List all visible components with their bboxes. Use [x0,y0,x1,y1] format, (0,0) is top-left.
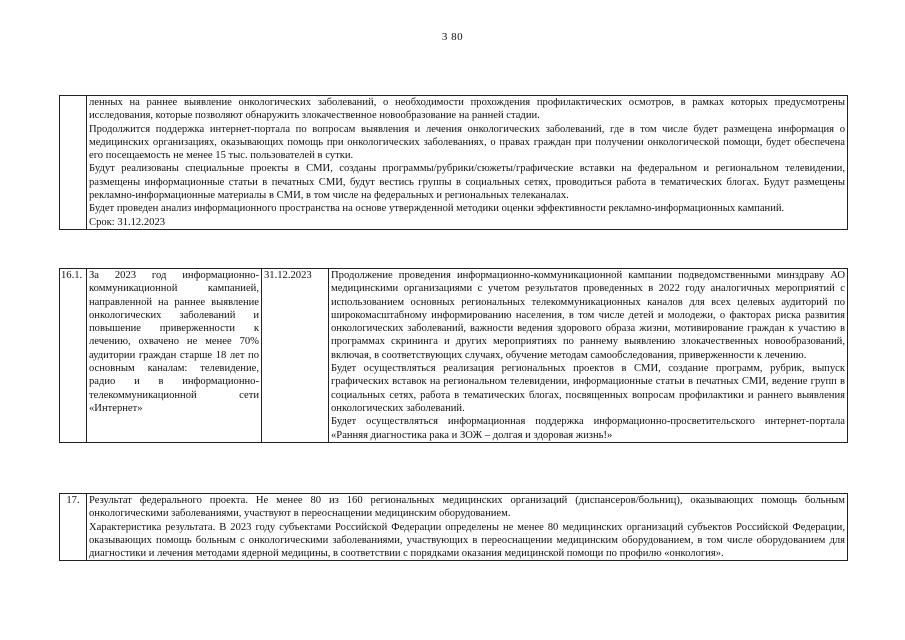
continuation-paragraph: Будут реализованы специальные проекты в СМИ, созданы программы/рубрики/сюжеты/графические вставки на федеральном и региональном телевидении, размещены информационные статьи в печатных СМИ, будут вестись группы в социальных сетях, проводиться работа в тематических блогах. Будут размещены рекламно-информационные материалы в СМИ, в том числе на федеральных и региональных телеканалах. [89,163,845,202]
continuation-text-cell [87,96,848,230]
result-date: 31.12.2023 [262,269,329,443]
continuation-paragraph: Будет проведен анализ информационного пространства на основе утвержденной методики оценки эффективности рекламно-информационных кампаний. [89,203,785,215]
result-description: За 2023 год информационно-коммуникационной кампанией, направленной на раннее выявление онкологических заболеваний и повышение приверженности к лечению, охвачено не менее 70% аудитории граждан старше 18 лет по основным каналам: телевидение, радио и в информационно-телекоммуникационной сети «Интернет» [87,269,262,443]
continuation-number-cell [60,96,87,230]
activity-paragraph: Будет осуществляться реализация региональных проектов в СМИ, создание программ, рубрик, выпуск графических вставок на региональном телевидении, информационные статьи в печатных СМИ, ведение групп в социальных сетях, работа в тематических блогах, посвященных вопросам профилактики и раннего выявления онкологических заболеваний. [331,363,845,414]
table-row [60,494,848,561]
continuation-paragraph: ленных на раннее выявление онкологических заболеваний, о необходимости прохождения профилактических осмотров, в рамках которых предусмотрены исследования, которые позволяют обнаружить злокачественное новообразование на ранней стадии. [89,97,845,122]
continuation-paragraph: Продолжится поддержка интернет-портала по вопросам выявления и лечения онкологических заболеваний, где в том числе будет размещена информация о медицинских организациях, оказывающих помощь при онкологических заболеваниях, о правах граждан при получении онкологической помощи, будет обеспечена его посещаемость не менее 15 тыс. пользователей в сутки. [89,123,845,162]
federal-result-cell [87,494,848,561]
activity-paragraph: Будет осуществляться информационная поддержка информационно-просветительского интернет-портала «Ранняя диагностика рака и ЗОЖ – долгая и здоровая жизнь!» [331,416,845,441]
page-number: 3 80 [441,31,464,43]
deadline-text: Срок: 31.12.2023 [89,216,166,228]
table-row [60,269,848,443]
continuation-row [60,96,848,230]
federal-result-text: Результат федерального проекта. Не менее 80 из 160 региональных медицинских организаций (диспансеров/больниц), оказывающих помощь больным онкологическими заболеваниями, участвуют в переоснащении медицинским оборудованием. [89,495,845,520]
result-characteristic-text: Характеристика результата. В 2023 году субъектами Российской Федерации определены не менее 80 медицинских организаций субъектов Российской Федерации, оказывающих помощь больным с онкологическими заболеваниями, участвующих в переоснащении медицинским оборудованием, в том числе оборудованием для диагностики и лечения методами ядерной медицины, в соответствии с порядками оказания медицинской помощи по профилю «онкология». [89,521,845,560]
row-number: 16.1. [60,269,87,443]
activities-cell [329,269,848,443]
row-number: 17. [60,494,87,561]
row-17-table [59,493,848,561]
row-16-1-table [59,268,848,443]
continuation-table [59,95,848,230]
activity-paragraph: Продолжение проведения информационно-коммуникационной кампании подведомственными минздраву АО медицинскими организациями с учетом результатов проведенных в 2022 году аналогичных мероприятий с использованием основных региональных телекоммуникационных каналов для всех целевых аудиторий по широкомасштабному информированию населения, в том числе детей и молодежи, о факторах риска развития онкологических заболеваний, важности ведения здорового образа жизни, мотивирование граждан к участию в программах скрининга и других мероприятиях по раннему выявлению злокачественных новообразований, включая, в соответствующих случаях, обучение методам самообследования, приверженности к лечению. [331,270,845,361]
